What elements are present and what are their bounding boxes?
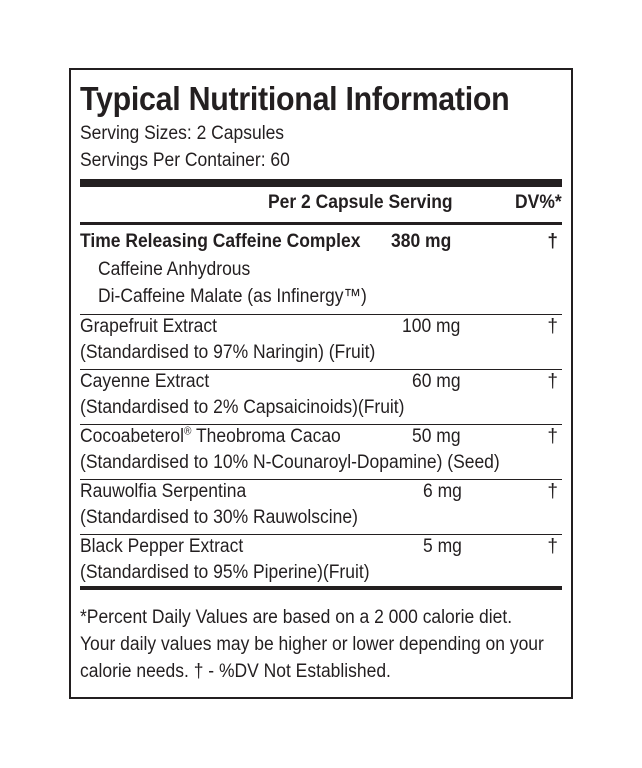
ingredient-detail: (Standardised to 97% Naringin) (Fruit) [80,342,376,363]
panel-title: Typical Nutritional Information [80,80,510,117]
complex-dv: † [547,231,558,252]
footnote-line: *Percent Daily Values are based on a 2 000 calorie diet. [80,607,513,628]
ingredient-dv: † [547,371,558,392]
ingredient-name-main: Cocoabeterol [80,426,184,447]
row-divider [80,479,562,480]
header-dv: DV%* [515,192,562,213]
row-divider [80,534,562,535]
ingredient-name: Grapefruit Extract [80,316,217,337]
ingredient-name: Black Pepper Extract [80,536,244,557]
ingredient-detail: (Standardised to 95% Piperine)(Fruit) [80,562,370,583]
complex-amount: 380 mg [391,231,452,252]
ingredient-dv: † [547,481,558,502]
ingredient-name: Cayenne Extract [80,371,210,392]
row-divider [80,424,562,425]
ingredient-name: Rauwolfia Serpentina [80,481,247,502]
ingredient-detail: (Standardised to 10% N-Counaroyl-Dopamine) (Seed) [80,452,500,473]
ingredient-dv: † [547,316,558,337]
bottom-divider [80,586,562,590]
ingredient-dv: † [547,426,558,447]
ingredient-amount: 5 mg [423,536,462,557]
servings-per-container: Servings Per Container: 60 [80,150,290,171]
registered-mark: ® [183,425,192,438]
row-divider [80,369,562,370]
ingredient-detail: (Standardised to 30% Rauwolscine) [80,507,358,528]
footnote-line: Your daily values may be higher or lower depending on your [80,634,544,655]
complex-sub-item: Di-Caffeine Malate (as Infinergy™) [98,286,367,307]
ingredient-amount: 60 mg [412,371,461,392]
complex-sub-item: Caffeine Anhydrous [98,259,251,280]
ingredient-name-rest: Theobroma Cacao [191,426,341,447]
ingredient-name [80,426,341,448]
complex-name: Time Releasing Caffeine Complex [80,231,361,252]
ingredient-dv: † [547,536,558,557]
footnote-line: calorie needs. † - %DV Not Established. [80,661,391,682]
row-divider [80,314,562,315]
ingredient-amount: 100 mg [402,316,461,337]
ingredient-amount: 50 mg [412,426,461,447]
header-divider [80,222,562,225]
thick-divider [80,179,562,187]
ingredient-detail: (Standardised to 2% Capsaicinoids)(Fruit) [80,397,405,418]
ingredient-amount: 6 mg [423,481,462,502]
serving-size: Serving Sizes: 2 Capsules [80,123,285,144]
nutrition-label [69,68,573,699]
header-per-serving: Per 2 Capsule Serving [268,192,453,213]
